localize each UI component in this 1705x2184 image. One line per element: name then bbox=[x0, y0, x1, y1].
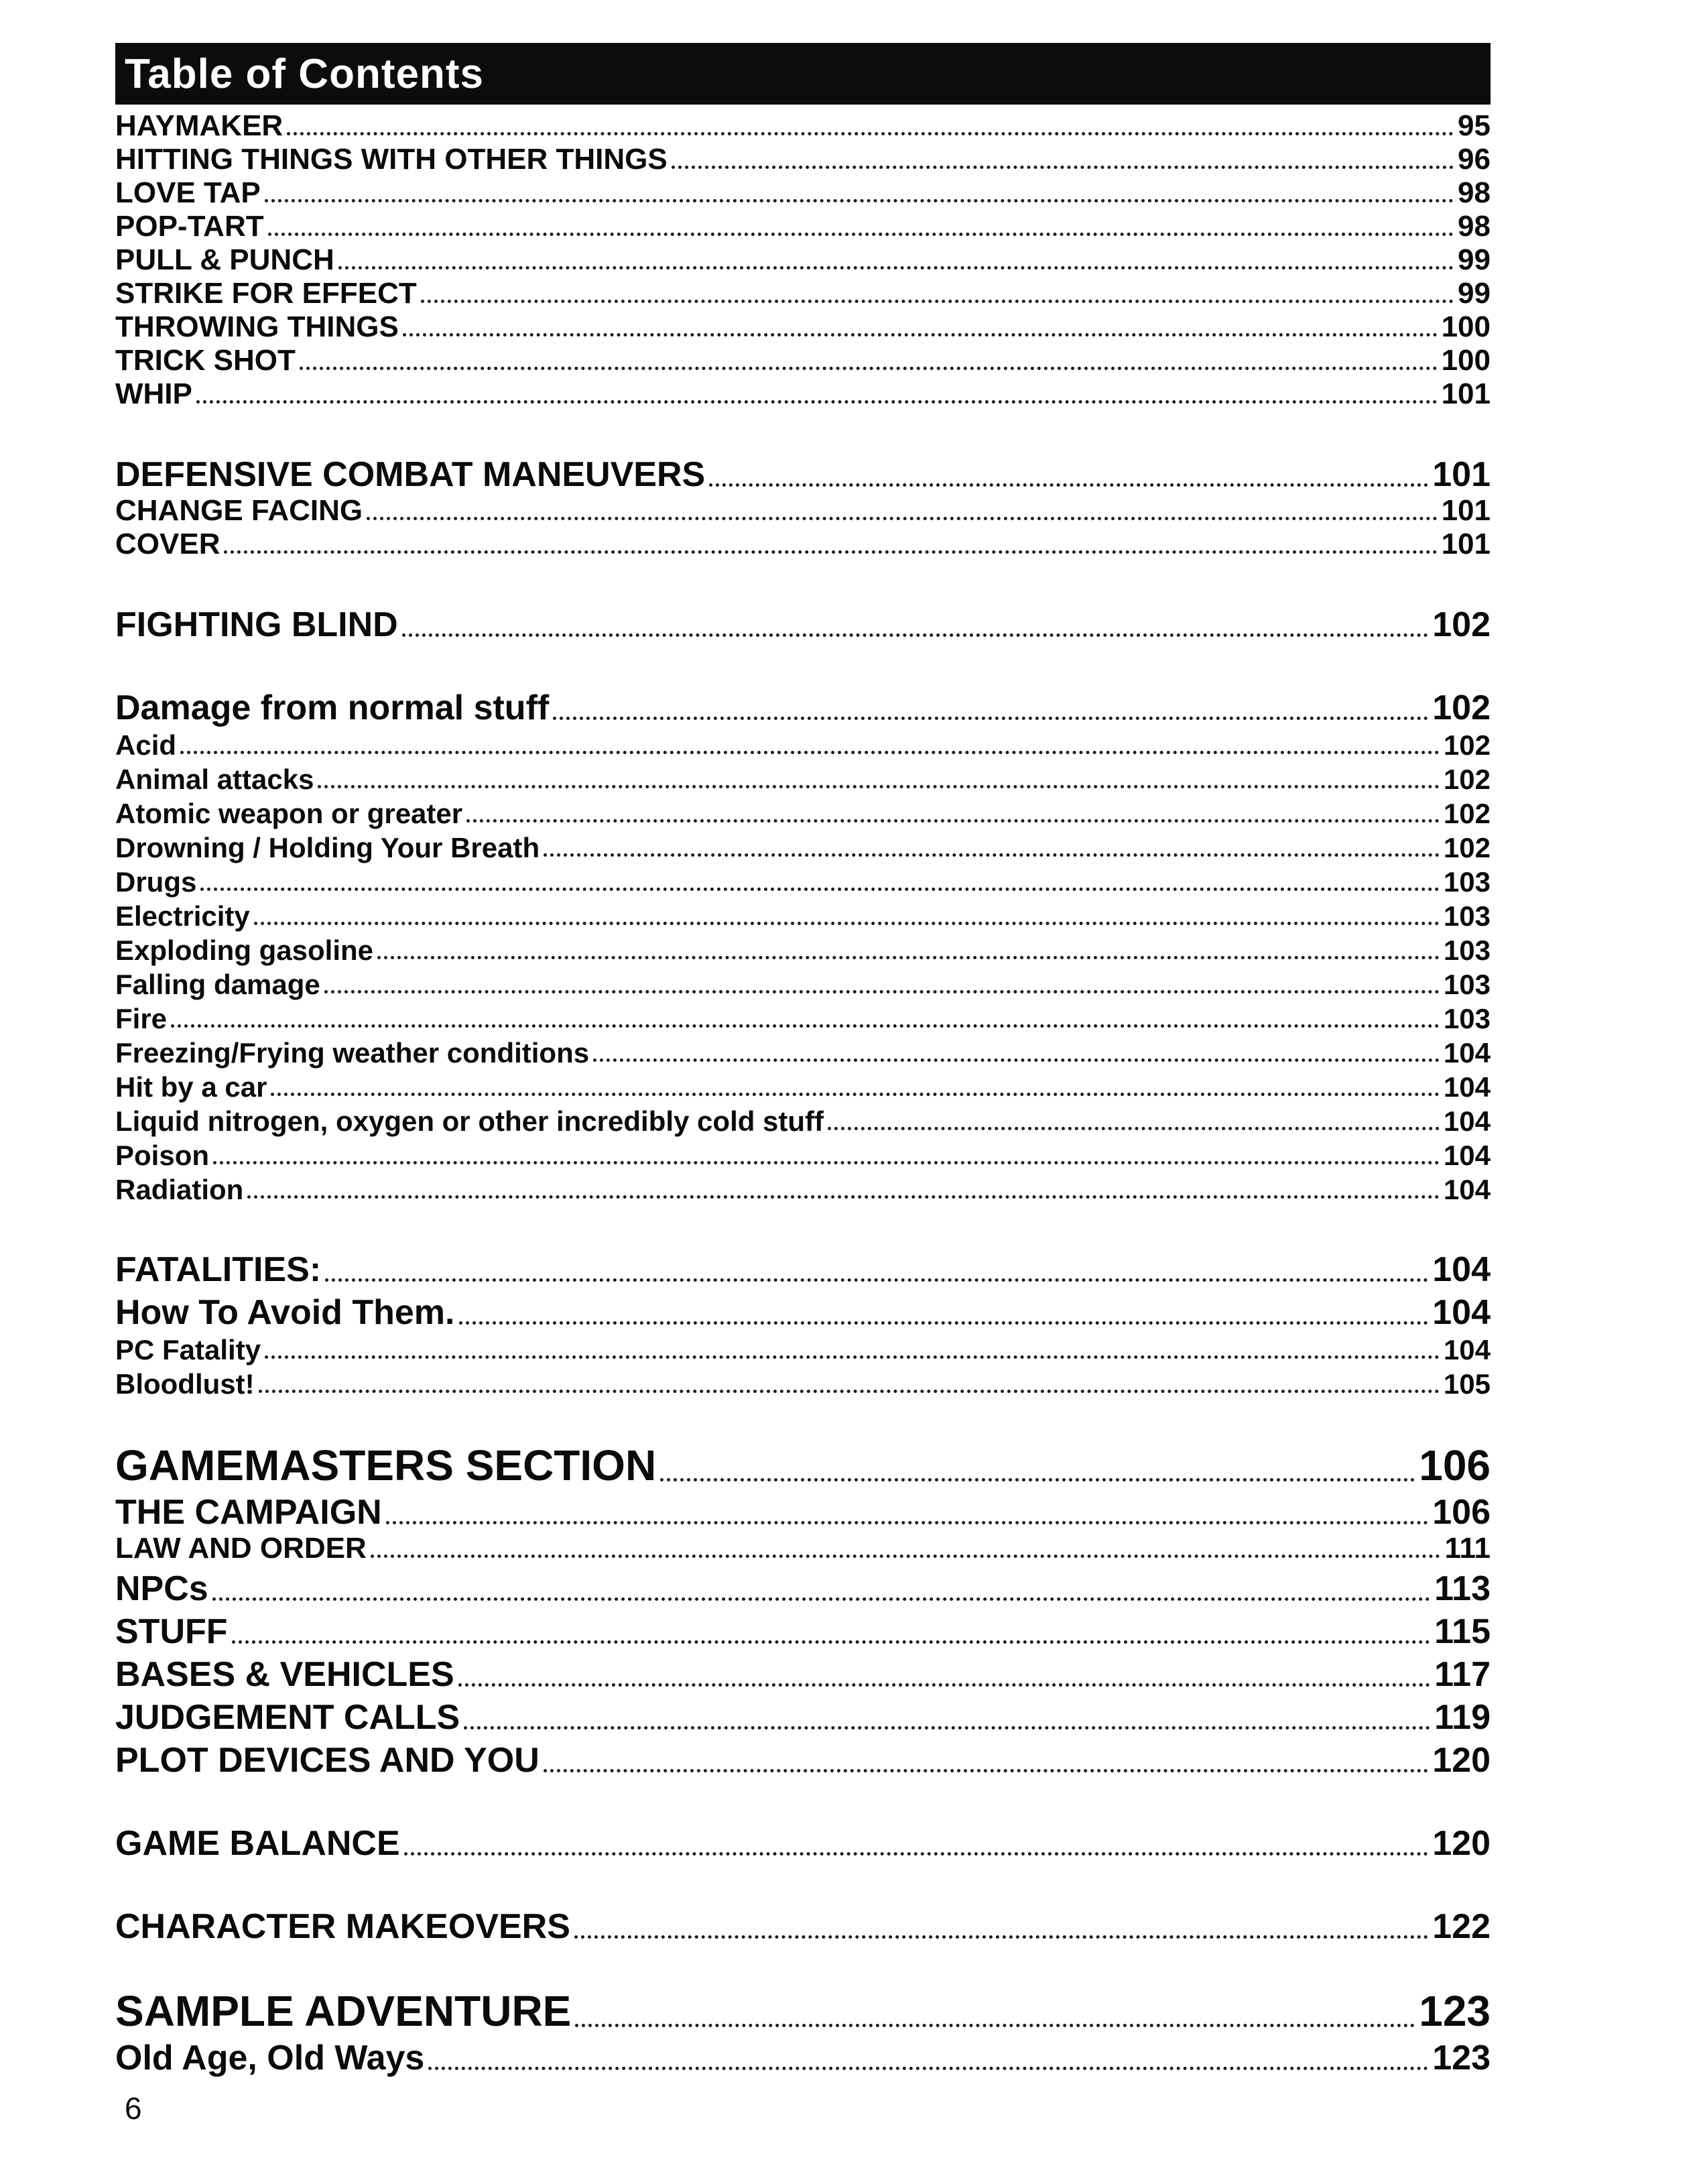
toc-entry[interactable]: COVER 101 bbox=[115, 528, 1491, 560]
toc-section-heading[interactable]: GAME BALANCE 120 bbox=[115, 1824, 1491, 1863]
page-number: 6 bbox=[125, 2091, 142, 2126]
dot-leader bbox=[213, 1161, 1440, 1164]
toc-entry[interactable]: THROWING THINGS 100 bbox=[115, 310, 1491, 343]
dot-leader bbox=[544, 853, 1440, 857]
dot-leader bbox=[459, 1321, 1429, 1325]
spacer bbox=[115, 1398, 1491, 1439]
toc-entry[interactable]: LAW AND ORDER 111 bbox=[115, 1532, 1491, 1565]
dot-leader bbox=[180, 751, 1440, 754]
toc-section-heading[interactable]: SAMPLE ADVENTURE 123 bbox=[115, 1987, 1491, 2035]
toc-section-heading[interactable]: Damage from normal stuff 102 bbox=[115, 688, 1491, 727]
dot-leader bbox=[386, 1521, 1429, 1524]
toc-entry[interactable]: PC Fatality 104 bbox=[115, 1334, 1491, 1366]
toc-entry[interactable]: PULL & PUNCH 99 bbox=[115, 243, 1491, 276]
dot-leader bbox=[212, 1597, 1430, 1601]
toc-entry[interactable]: WHIP 101 bbox=[115, 377, 1491, 410]
toc-entry[interactable]: Drowning / Holding Your Breath 102 bbox=[115, 832, 1491, 863]
spacer bbox=[115, 1861, 1491, 1901]
toc-page bbox=[115, 43, 1491, 2075]
dot-leader bbox=[247, 1195, 1440, 1199]
dot-leader bbox=[672, 166, 1454, 169]
toc-entry[interactable]: POP-TART 98 bbox=[115, 210, 1491, 243]
dot-leader bbox=[300, 367, 1438, 370]
toc-entry[interactable]: Drugs 103 bbox=[115, 866, 1491, 898]
toc-entry[interactable]: PLOT DEVICES AND YOU 120 bbox=[115, 1741, 1491, 1780]
dot-leader bbox=[660, 1478, 1415, 1481]
dot-leader bbox=[287, 132, 1454, 135]
toc-section-heading[interactable]: DEFENSIVE COMBAT MANEUVERS 101 bbox=[115, 455, 1491, 494]
toc-entry[interactable]: THE CAMPAIGN 106 bbox=[115, 1493, 1491, 1532]
toc-entry[interactable]: Acid 102 bbox=[115, 729, 1491, 761]
toc-section-heading[interactable]: GAMEMASTERS SECTION 106 bbox=[115, 1441, 1491, 1490]
dot-leader bbox=[367, 517, 1437, 520]
spacer bbox=[115, 1944, 1491, 1984]
toc-section-heading[interactable]: FATALITIES: 104 bbox=[115, 1250, 1491, 1289]
dot-leader bbox=[428, 2067, 1428, 2070]
toc-section-heading[interactable]: How To Avoid Them. 104 bbox=[115, 1293, 1491, 1332]
dot-leader bbox=[196, 400, 1438, 404]
spacer bbox=[115, 409, 1491, 449]
dot-leader bbox=[377, 956, 1440, 959]
dot-leader bbox=[171, 1024, 1440, 1028]
toc-entry[interactable]: Bloodlust! 105 bbox=[115, 1368, 1491, 1400]
spacer bbox=[115, 559, 1491, 599]
dot-leader bbox=[224, 550, 1437, 554]
toc-title: Table of Contents bbox=[125, 50, 484, 97]
toc-entry[interactable]: Falling damage 103 bbox=[115, 969, 1491, 1000]
dot-leader bbox=[254, 922, 1440, 925]
dot-leader bbox=[259, 1390, 1440, 1393]
dot-leader bbox=[574, 1935, 1428, 1939]
toc-entry[interactable]: Poison 104 bbox=[115, 1140, 1491, 1171]
toc-entry[interactable]: TRICK SHOT 100 bbox=[115, 344, 1491, 377]
toc-entry[interactable]: BASES & VEHICLES 117 bbox=[115, 1655, 1491, 1694]
dot-leader bbox=[709, 483, 1428, 487]
toc-entry[interactable]: Animal attacks 102 bbox=[115, 764, 1491, 795]
toc-entry[interactable]: LOVE TAP 98 bbox=[115, 176, 1491, 209]
dot-leader bbox=[404, 1852, 1429, 1856]
toc-entry[interactable]: JUDGEMENT CALLS 119 bbox=[115, 1698, 1491, 1737]
toc-entry[interactable]: STUFF 115 bbox=[115, 1612, 1491, 1651]
dot-leader bbox=[318, 785, 1439, 788]
dot-leader bbox=[466, 819, 1440, 823]
dot-leader bbox=[544, 1769, 1428, 1772]
toc-entry[interactable]: STRIKE FOR EFFECT 99 bbox=[115, 277, 1491, 310]
spacer bbox=[115, 1778, 1491, 1818]
toc-list bbox=[115, 107, 1491, 2075]
dot-leader bbox=[421, 300, 1454, 303]
dot-leader bbox=[828, 1127, 1440, 1130]
toc-section-heading[interactable]: FIGHTING BLIND 102 bbox=[115, 605, 1491, 644]
dot-leader bbox=[268, 233, 1454, 236]
dot-leader bbox=[265, 199, 1454, 202]
dot-leader bbox=[458, 1683, 1430, 1687]
toc-entry[interactable]: Liquid nitrogen, oxygen or other incredibly cold stuff 104 bbox=[115, 1105, 1491, 1137]
dot-leader bbox=[403, 333, 1438, 337]
dot-leader bbox=[402, 633, 1428, 637]
toc-entry[interactable]: NPCs 113 bbox=[115, 1569, 1491, 1608]
toc-section-heading[interactable]: CHARACTER MAKEOVERS 122 bbox=[115, 1907, 1491, 1946]
toc-entry[interactable]: Old Age, Old Ways 123 bbox=[115, 2039, 1491, 2077]
toc-entry[interactable]: Hit by a car 104 bbox=[115, 1071, 1491, 1103]
spacer bbox=[115, 1204, 1491, 1244]
toc-entry[interactable]: Atomic weapon or greater 102 bbox=[115, 798, 1491, 829]
dot-leader bbox=[200, 888, 1440, 891]
dot-leader bbox=[338, 266, 1454, 269]
dot-leader bbox=[325, 1278, 1428, 1282]
dot-leader bbox=[464, 1726, 1430, 1730]
dot-leader bbox=[265, 1355, 1440, 1359]
dot-leader bbox=[324, 990, 1440, 993]
dot-leader bbox=[371, 1555, 1441, 1558]
toc-entry[interactable]: Fire 103 bbox=[115, 1003, 1491, 1034]
dot-leader bbox=[575, 2024, 1415, 2027]
dot-leader bbox=[271, 1093, 1439, 1096]
dot-leader bbox=[553, 717, 1428, 720]
toc-header bbox=[115, 43, 1491, 105]
dot-leader bbox=[232, 1640, 1431, 1644]
toc-entry[interactable]: Radiation 104 bbox=[115, 1174, 1491, 1205]
toc-entry[interactable]: HITTING THINGS WITH OTHER THINGS 96 bbox=[115, 143, 1491, 176]
dot-leader bbox=[593, 1058, 1440, 1062]
toc-entry[interactable]: HAYMAKER 95 bbox=[115, 109, 1491, 142]
toc-entry[interactable]: Electricity 103 bbox=[115, 900, 1491, 932]
spacer bbox=[115, 642, 1491, 682]
toc-entry[interactable]: Freezing/Frying weather conditions 104 bbox=[115, 1037, 1491, 1069]
toc-entry[interactable]: Exploding gasoline 103 bbox=[115, 934, 1491, 966]
toc-entry[interactable]: CHANGE FACING 101 bbox=[115, 494, 1491, 527]
